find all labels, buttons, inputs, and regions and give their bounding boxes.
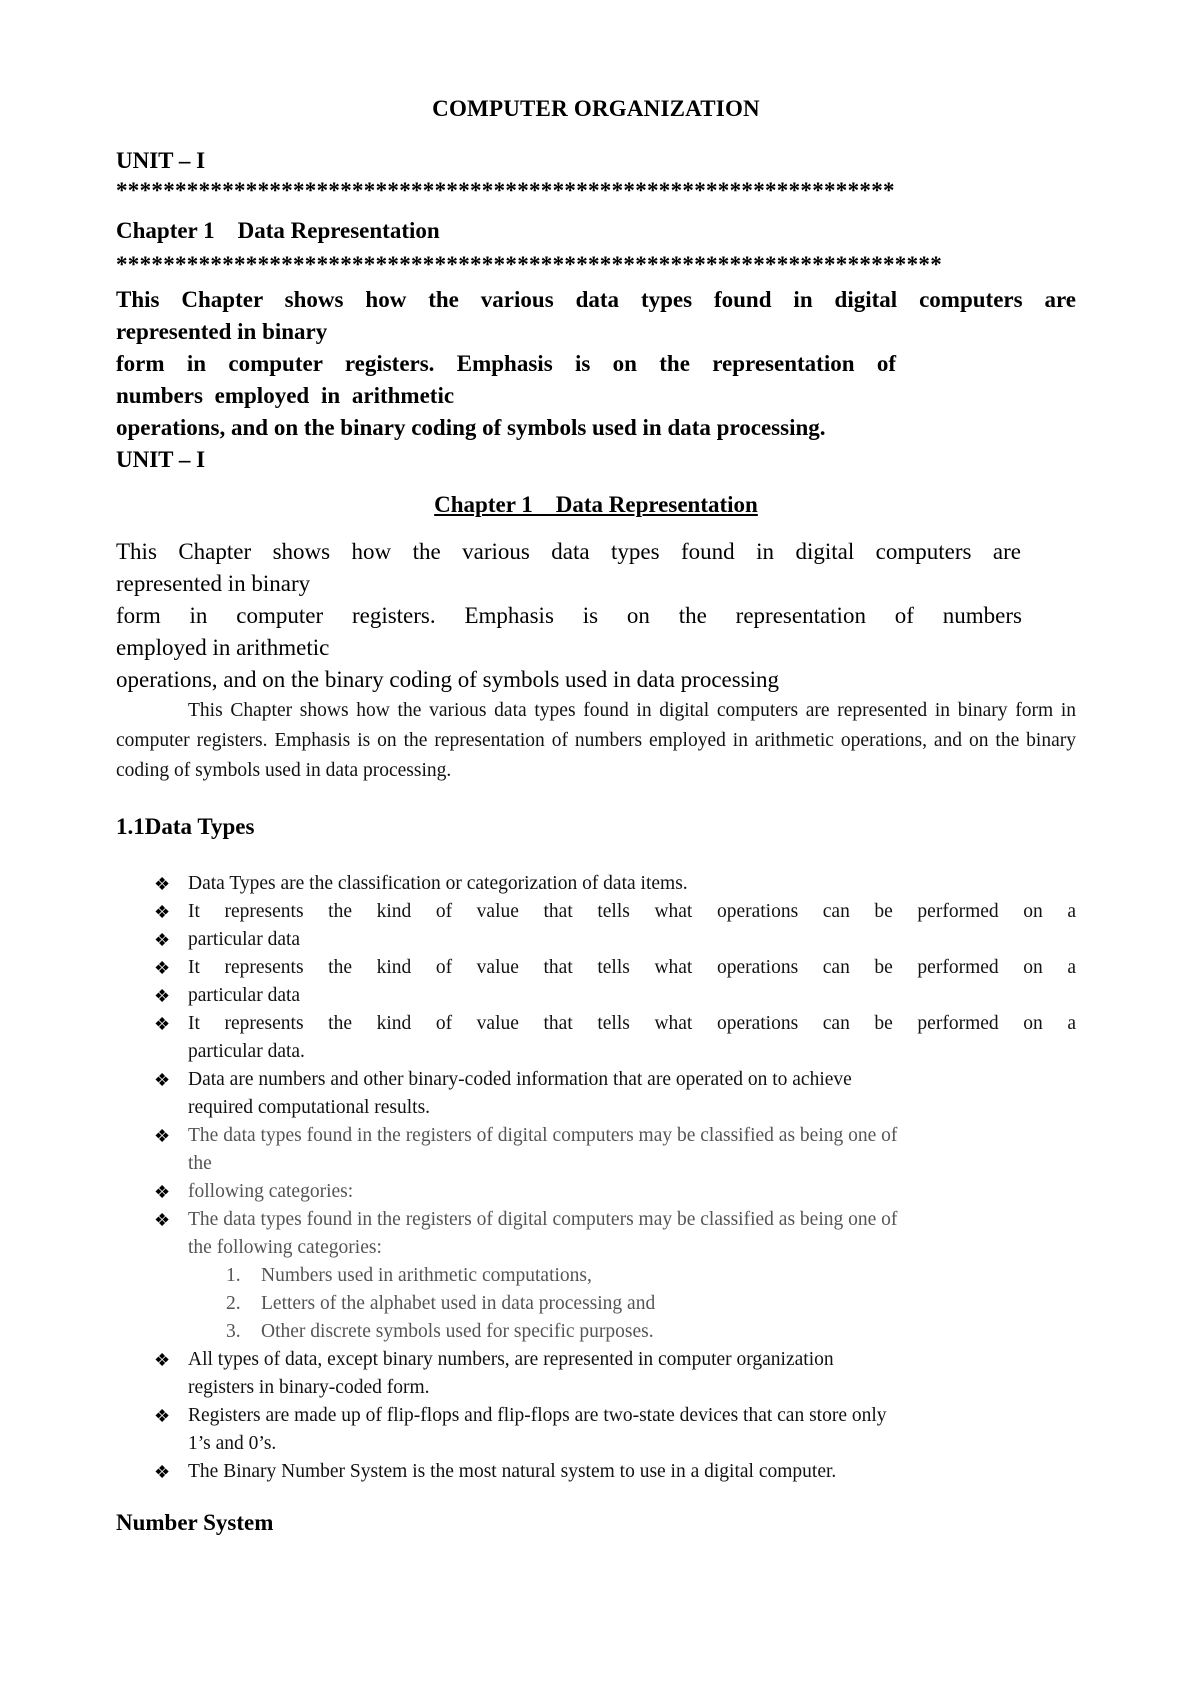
bullet-diamond-icon: ❖ (154, 874, 171, 894)
stars-divider-wrapped: ********************************************************************** (116, 252, 942, 277)
bullet-diamond-icon: ❖ (154, 930, 171, 950)
bold-intro-line: This Chapter shows how the various data types found in digital computers are (116, 287, 1076, 312)
bullet-diamond-icon: ❖ (154, 1182, 171, 1202)
bullet-diamond-icon: ❖ (154, 958, 171, 978)
stars-divider: ****************************************************************** (116, 178, 895, 203)
regular-intro-line: represented in binary (116, 571, 311, 596)
unit-label: UNIT – I (116, 148, 206, 173)
list-item: ❖ All types of data, except binary numbers, are represented in computer organization (116, 1346, 1076, 1374)
numbered-item: 1. Numbers used in arithmetic computations, (226, 1265, 592, 1286)
list-item: ❖ particular data (116, 982, 1076, 1010)
document-title: COMPUTER ORGANIZATION (432, 96, 760, 121)
list-item: the following categories: (188, 1237, 382, 1258)
chapter-heading-centered: Chapter 1 Data Representation (434, 492, 758, 517)
regular-intro-line: This Chapter shows how the various data types found in digital computers are (116, 539, 1021, 564)
list-item: ❖ It represents the kind of value that tells what operations can be performed on a (116, 1010, 1076, 1038)
bullet-diamond-icon: ❖ (154, 1462, 171, 1482)
bullet-diamond-icon: ❖ (154, 1406, 171, 1426)
numbered-item: 3. Other discrete symbols used for specific purposes. (226, 1321, 654, 1342)
data-types-bullet-list (116, 870, 1076, 1262)
bullet-diamond-icon: ❖ (154, 1126, 171, 1146)
bullet-diamond-icon: ❖ (154, 986, 171, 1006)
list-item: ❖ It represents the kind of value that tells what operations can be performed on a (116, 954, 1076, 982)
list-item: the (188, 1153, 212, 1174)
list-item: required computational results. (188, 1097, 431, 1118)
regular-intro-paragraph (116, 536, 1076, 696)
list-item: 1’s and 0’s. (188, 1433, 277, 1454)
bold-intro-line: form in computer registers. Emphasis is on the representation of (116, 351, 896, 376)
list-item: ❖ particular data (116, 926, 1076, 954)
list-item: ❖ Data Types are the classification or categorization of data items. (116, 870, 1076, 898)
regular-intro-line: employed in arithmetic (116, 635, 330, 660)
bold-intro-line: represented in binary (116, 319, 328, 344)
bullet-diamond-icon: ❖ (154, 1350, 171, 1370)
bullet-diamond-icon: ❖ (154, 1014, 171, 1034)
regular-intro-line: form in computer registers. Emphasis is on the representation of numbers (116, 603, 1022, 628)
list-item: particular data. (188, 1041, 305, 1062)
bold-intro-paragraph (116, 284, 1076, 444)
document-page (116, 96, 1076, 1536)
list-item: ❖ Data are numbers and other binary-coded information that are operated on to achieve (116, 1066, 1076, 1094)
small-intro-paragraph: This Chapter shows how the various data types found in digital computers are represented in binary form in computer registers. Emphasis is on the representation of numbers employed in arithmetic operations, and on the binary coding of symbols used in data processing. (116, 700, 1076, 781)
list-item: ❖ following categories: (116, 1178, 1076, 1206)
registers-bullet-list (116, 1346, 1076, 1486)
bullet-diamond-icon: ❖ (154, 1210, 171, 1230)
section-heading-data-types: 1.1Data Types (116, 814, 255, 839)
list-item: registers in binary-coded form. (188, 1377, 430, 1398)
categories-numbered-list (116, 1262, 1076, 1346)
bullet-diamond-icon: ❖ (154, 1070, 171, 1090)
numbered-item: 2. Letters of the alphabet used in data processing and (226, 1293, 656, 1314)
list-item: ❖ Registers are made up of flip-flops and flip-flops are two-state devices that can store only (116, 1402, 1076, 1430)
regular-intro-line: operations, and on the binary coding of symbols used in data processing (116, 667, 780, 692)
list-item: ❖ The Binary Number System is the most natural system to use in a digital computer. (116, 1458, 1076, 1486)
list-item: ❖ The data types found in the registers of digital computers may be classified as being one of (116, 1206, 1076, 1234)
bold-intro-line: operations, and on the binary coding of symbols used in data processing. (116, 415, 826, 440)
chapter-heading: Chapter 1 Data Representation (116, 218, 440, 243)
section-heading-number-system: Number System (116, 1510, 274, 1535)
list-item: ❖ The data types found in the registers of digital computers may be classified as being one of (116, 1122, 1076, 1150)
bold-intro-line: numbers employed in arithmetic (116, 383, 455, 408)
bullet-diamond-icon: ❖ (154, 902, 171, 922)
unit-label-repeat: UNIT – I (116, 447, 206, 472)
list-item: ❖ It represents the kind of value that tells what operations can be performed on a (116, 898, 1076, 926)
